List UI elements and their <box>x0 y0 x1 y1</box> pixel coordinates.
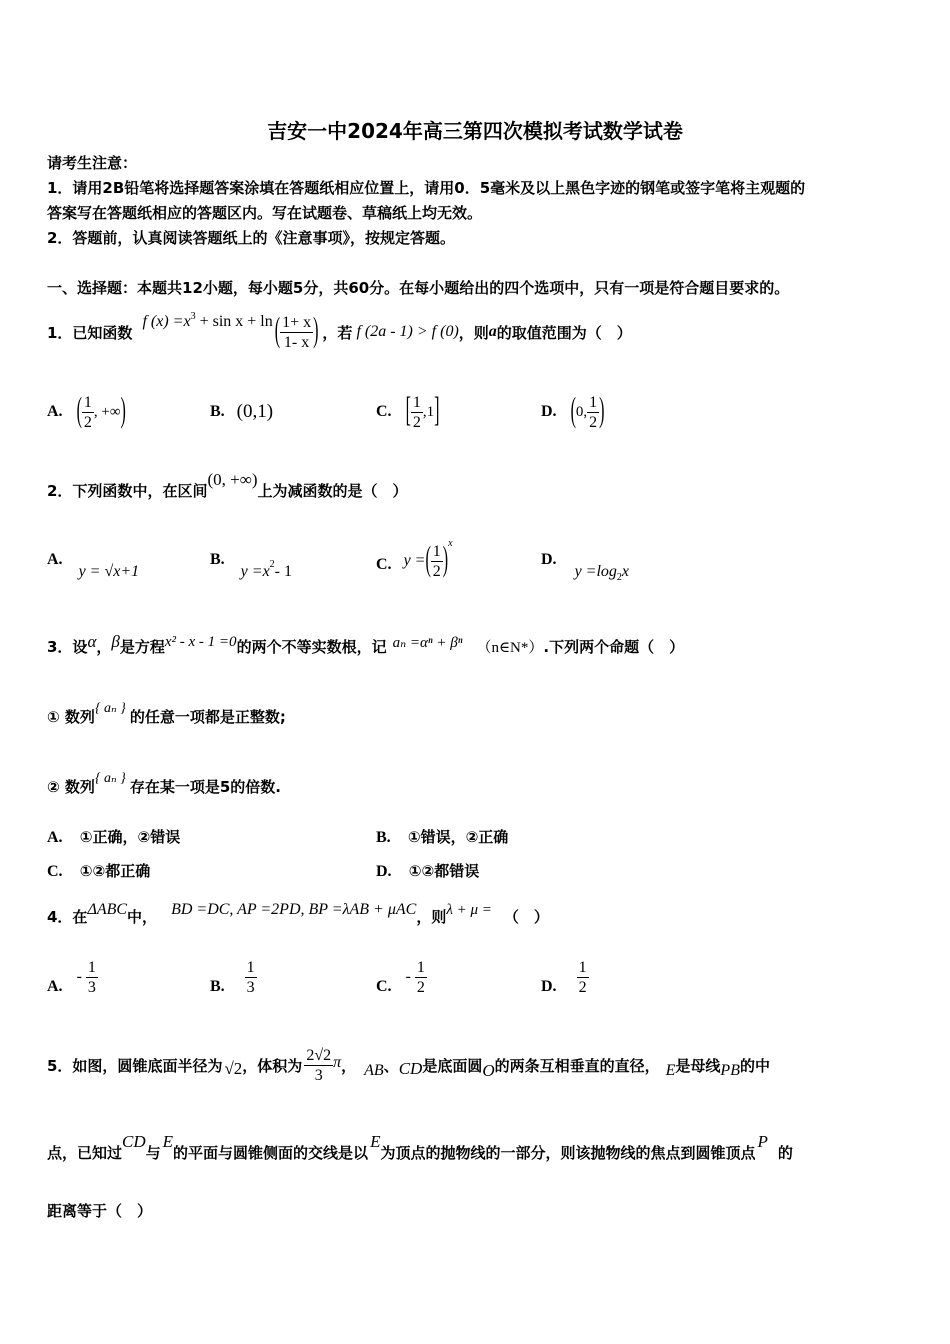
q5-text-1: 5．如图，圆锥底面半径为 <box>47 1056 223 1075</box>
question-3 <box>47 626 684 666</box>
stmt-pre: ② 数列 <box>47 777 95 796</box>
q5-l2-p: P <box>757 1132 768 1151</box>
q2-option-d[interactable] <box>541 546 629 586</box>
q5-text-7: 是母线 <box>675 1056 721 1075</box>
q1-var: a <box>488 323 497 340</box>
q2-option-a[interactable] <box>47 546 139 586</box>
option-label: C. <box>376 403 392 420</box>
page-title: 吉安一中2024年高三第四次模拟考试数学试卷 <box>267 119 683 143</box>
q5-vol-den: 3 <box>314 1066 323 1084</box>
q4-option-c[interactable] <box>376 954 427 1000</box>
option-label: C. <box>376 556 392 573</box>
q4-ask: λ + μ = <box>446 901 492 918</box>
q1-tail2: 的取值范围为（ ） <box>496 323 632 342</box>
option-rest: x <box>621 563 630 580</box>
q5-l2-text-d: 为顶点的抛物线的一部分，则该抛物线的焦点到圆锥顶点 <box>380 1143 756 1162</box>
q2-text-2: 上为减函数的是（ ） <box>257 481 408 500</box>
q4-equation: BD =DC, AP =2PD, BP =λAB + μAC <box>171 901 417 918</box>
option-label: B. <box>210 403 225 420</box>
q3-option-c[interactable] <box>47 860 150 881</box>
q1-prefix: 1．已知函数 <box>47 323 133 342</box>
q1-option-c[interactable]: C. [ $\frac{1}{2}$ ,1 ] <box>376 392 440 431</box>
q1-frac-den: 1- x <box>283 333 310 351</box>
q5-pb: PB <box>720 1062 740 1079</box>
q5-text-6: 的两条互相垂直的直径， <box>494 1056 660 1075</box>
frac-num: 1 <box>87 958 96 976</box>
frac-den: 2 <box>432 562 441 580</box>
q2-option-b[interactable] <box>210 546 292 586</box>
option-label: A. <box>47 403 63 420</box>
q3-text-2: 是方程 <box>119 637 165 656</box>
question-4 <box>47 898 549 934</box>
q2-text-1: 2．下列函数中，在区间 <box>47 481 208 500</box>
q5-l2-text-c: 的平面与圆锥侧面的交线是以 <box>173 1143 369 1162</box>
option-label: D. <box>541 403 557 420</box>
q4-text-2: 中， <box>127 907 158 926</box>
notice-line-1b: 答案写在答题纸相应的答题区内。写在试题卷、草稿纸上均无效。 <box>47 204 483 222</box>
q5-pi: π <box>333 1054 342 1071</box>
q3-condition: （n∈N*） <box>476 639 544 656</box>
q4-option-d[interactable] <box>541 954 589 1000</box>
q3-statement-1 <box>47 698 286 734</box>
stmt-seq: { aₙ } <box>94 700 126 716</box>
option-sign: - <box>405 968 411 985</box>
section-heading: 一、选择题：本题共12小题，每小题5分，共60分。在每小题给出的四个选项中，只有一项是符合题目要求的。 <box>47 279 790 297</box>
q3-option-d[interactable] <box>376 860 479 881</box>
option-label: C. <box>376 978 392 995</box>
option-exp: x <box>448 537 453 549</box>
q1-tail: ，则 <box>458 323 489 342</box>
q4-option-b[interactable] <box>210 954 257 1000</box>
q2-interval: (0, +∞) <box>207 470 258 489</box>
q5-l2-cd: CD <box>122 1132 146 1151</box>
q1-frac-num: 1+ x <box>282 313 312 331</box>
frac-den: 2 <box>416 978 425 996</box>
question-1: 1．已知函数 f (x) =x 3 + sin x + ln ( $\frac{1+ x}{1- x}$ ) ，若 f (2a - 1) > f (0) ，则 a 的取值范围为（ ） <box>47 310 632 351</box>
q3-statement-2 <box>47 768 281 804</box>
option-text: (0,1) <box>236 401 274 422</box>
q5-o: O <box>482 1061 495 1080</box>
q5-text-3: ， <box>341 1056 357 1075</box>
q5-l2-e2: E <box>370 1132 381 1151</box>
option-text: ①②都错误 <box>408 862 480 880</box>
q3-sequence: aₙ =αⁿ + βⁿ <box>392 634 463 651</box>
q3-option-a[interactable] <box>47 826 180 847</box>
q4-option-a[interactable] <box>47 954 98 1000</box>
stmt-pre: ① 数列 <box>47 707 95 726</box>
q5-l2-text-e: 的 <box>777 1143 793 1162</box>
option-label: D. <box>541 978 557 995</box>
option-rest: - 1 <box>274 563 292 580</box>
q5-l2-e: E <box>162 1132 174 1151</box>
option-label: D. <box>541 551 557 568</box>
option-rest: ,1 <box>422 403 435 420</box>
q1-option-a[interactable]: A. ( $\frac{1}{2}$ , +∞ ) <box>47 392 126 431</box>
stmt-post: 存在某一项是5的倍数. <box>129 777 281 796</box>
option-label: B. <box>210 551 225 568</box>
option-pre: y = <box>403 552 426 569</box>
notice-line-2: 2．答题前，认真阅读答题纸上的《注意事项》，按规定答题。 <box>47 229 455 247</box>
q3-equation: x² - x - 1 =0 <box>164 633 237 650</box>
stmt-post: 的任意一项都是正整数; <box>129 707 286 726</box>
question-5-line-2 <box>47 1132 793 1172</box>
q5-text-4: 、 <box>383 1056 399 1075</box>
option-text: ①②都正确 <box>79 862 151 880</box>
notice-heading: 请考生注意： <box>47 154 138 172</box>
q3-text-1: 3．设 <box>47 637 88 656</box>
frac-den: 2 <box>589 413 598 431</box>
q5-text-5: 是底面圆 <box>422 1056 483 1075</box>
option-text: ①正确，②错误 <box>79 828 181 846</box>
q4-text-3: ，则 <box>416 907 447 926</box>
q1-fx-rest: + sin x + ln <box>199 313 273 330</box>
q1-fx-exp: 3 <box>190 310 196 322</box>
frac-num: 1 <box>412 393 421 411</box>
q5-vol-num: 2√2 <box>306 1046 332 1064</box>
frac-num: 1 <box>578 958 587 976</box>
q3-alpha: α <box>87 632 97 651</box>
question-2 <box>47 470 408 510</box>
option-exp: 2 <box>269 558 275 570</box>
option-text: y =log <box>574 563 617 580</box>
q1-mid: ，若 <box>322 323 353 342</box>
option-text: y =x <box>240 563 270 580</box>
option-sub: 2 <box>616 571 622 583</box>
q4-text-1: 4．在 <box>47 907 88 926</box>
q5-e: E <box>665 1062 676 1079</box>
option-label: A. <box>47 829 63 846</box>
stmt-seq: { aₙ } <box>94 770 126 786</box>
question-5-line-3: 距离等于（ ） <box>47 1202 153 1220</box>
option-text: ①错误，②正确 <box>407 828 509 846</box>
frac-den: 2 <box>412 413 421 431</box>
q5-cd: CD <box>398 1059 423 1078</box>
q3-text-3: 的两个不等实数根，记 <box>236 637 387 656</box>
q5-radius: √2 <box>224 1059 243 1078</box>
q3-option-b[interactable] <box>376 826 508 847</box>
option-label: C. <box>47 863 63 880</box>
q1-fx: f (x) =x <box>142 313 191 330</box>
option-label: A. <box>47 551 63 568</box>
option-text: y = √x+1 <box>78 563 140 580</box>
q1-option-d[interactable]: D. ( 0, $\frac{1}{2}$ ) <box>541 392 605 431</box>
frac-num: 1 <box>416 958 425 976</box>
frac-den: 3 <box>87 978 96 996</box>
option-label: A. <box>47 978 63 995</box>
q4-triangle: ΔABC <box>87 901 128 918</box>
option-label: D. <box>376 863 392 880</box>
frac-den: 2 <box>578 978 587 996</box>
q3-text-4: .下列两个命题（ ） <box>543 637 685 656</box>
q5-text-2: ，体积为 <box>242 1056 303 1075</box>
frac-den: 2 <box>83 413 92 431</box>
frac-num: 1 <box>83 393 92 411</box>
q5-ab: AB <box>364 1062 384 1079</box>
q5-text-8: 的中 <box>739 1056 770 1075</box>
q5-l2-text-a: 点，已知过 <box>47 1143 123 1162</box>
q3-comma: ， <box>96 637 112 656</box>
q1-condition: f (2a - 1) > f (0) <box>356 323 459 340</box>
frac-num: 1 <box>589 393 598 411</box>
q3-beta: β <box>111 632 120 651</box>
option-pre: 0, <box>575 403 588 420</box>
notice-line-1a: 1．请用2B铅笔将选择题答案涂填在答题纸相应位置上，请用0．5毫米及以上黑色字迹的钢笔或签字笔将主观题的 <box>47 179 806 197</box>
option-label: B. <box>210 978 225 995</box>
frac-num: 1 <box>432 542 441 560</box>
frac-den: 3 <box>246 978 255 996</box>
option-rest: , +∞ <box>93 403 121 420</box>
q2-option-c[interactable]: C. y = ( $\frac{1}{2}$ ) x <box>376 537 453 580</box>
q4-text-4: （ ） <box>503 907 549 926</box>
q1-option-b[interactable] <box>210 390 273 434</box>
option-label: B. <box>376 829 391 846</box>
option-sign: - <box>76 968 82 985</box>
frac-num: 1 <box>246 958 255 976</box>
question-5-line-1 <box>47 1040 770 1090</box>
q5-l2-text-b: 与 <box>145 1143 161 1162</box>
